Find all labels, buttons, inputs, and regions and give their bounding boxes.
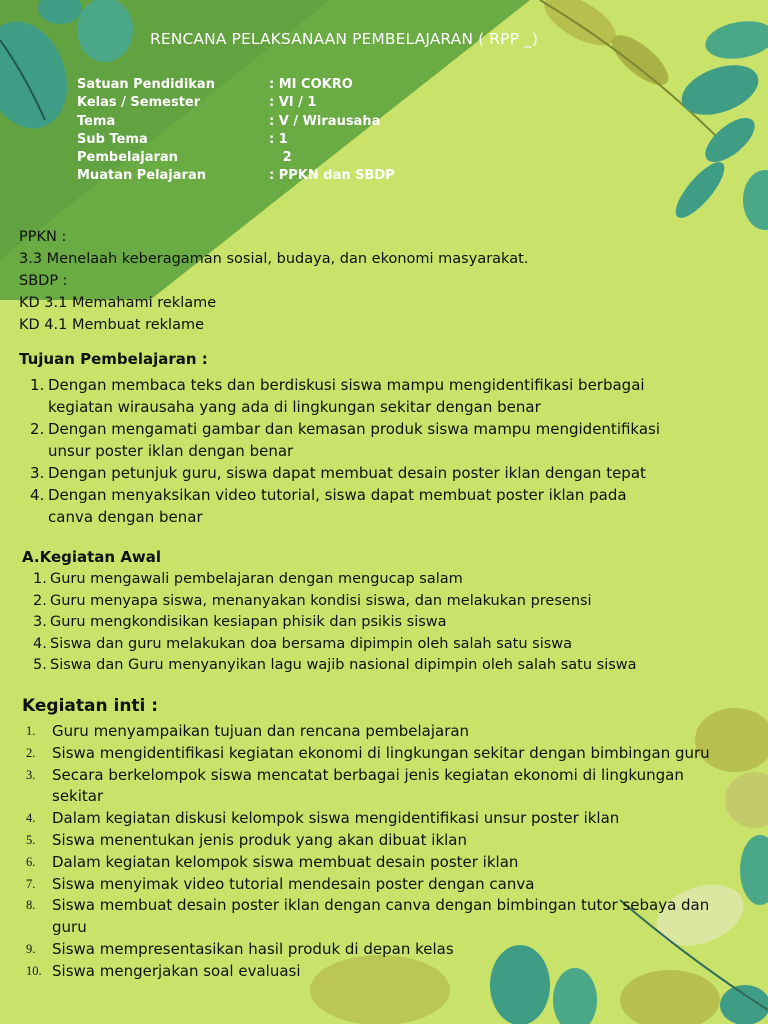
item-text: Secara berkelompok siswa mencatat berbagai jenis kegiatan ekonomi di lingkungan: [52, 765, 684, 784]
kd-line: KD 3.1 Memahami reklame: [19, 295, 217, 311]
page-title: RENCANA PELAKSANAAN PEMBELAJARAN ( RPP _): [150, 30, 539, 48]
item-number: 8.: [26, 898, 36, 913]
item-number: 10.: [26, 963, 42, 978]
identity-value: : MI COKRO: [269, 77, 353, 92]
list-item: [0, 743, 740, 765]
kd-line: PPKN :: [19, 229, 67, 245]
item-number: 5.: [26, 832, 36, 847]
item-number: 4.: [26, 811, 36, 826]
item-number: 3.: [30, 464, 45, 482]
list-item: [0, 418, 740, 462]
item-text: guru: [52, 918, 87, 937]
item-text: canva dengan benar: [48, 508, 203, 526]
list-item: [0, 765, 740, 809]
item-text: Siswa mempresentasikan hasil produk di depan kelas: [52, 939, 454, 958]
item-text: Dengan petunjuk guru, siswa dapat membuat desain poster iklan dengan tepat: [48, 464, 646, 482]
item-number: 6.: [26, 854, 36, 869]
item-text: Siswa mengidentifikasi kegiatan ekonomi di lingkungan sekitar dengan bimbingan guru: [52, 743, 710, 762]
item-number: 2.: [33, 592, 47, 609]
list-item: [0, 721, 740, 743]
list-item: [0, 939, 740, 961]
item-number: 1.: [33, 571, 47, 587]
item-number: 7.: [26, 876, 36, 891]
item-text: Dalam kegiatan kelompok siswa membuat desain poster iklan: [52, 852, 519, 871]
list-item: [0, 808, 740, 830]
item-number: 2.: [26, 745, 36, 760]
identity-label: Tema: [77, 113, 116, 129]
kegiatan-inti-heading: Kegiatan inti :: [22, 696, 159, 716]
item-text: Siswa dan Guru menyanyikan lagu wajib nasional dipimpin oleh salah satu siswa: [50, 657, 637, 673]
identity-value: : 1: [269, 131, 288, 147]
identity-label: Satuan Pendidikan: [77, 77, 215, 92]
identity-value: : VI / 1: [269, 95, 317, 111]
item-text: Siswa menyimak video tutorial mendesain poster dengan canva: [52, 874, 535, 893]
list-item: [0, 612, 760, 634]
item-text: Guru mengawali pembelajaran dengan mengucap salam: [50, 571, 463, 587]
item-text: Siswa menentukan jenis produk yang akan dibuat iklan: [52, 830, 467, 849]
item-text: Siswa membuat desain poster iklan dengan canva dengan bimbingan tutor sebaya dan: [52, 896, 710, 915]
list-item: [0, 591, 760, 613]
item-text: Dengan mengamati gambar dan kemasan produk siswa mampu mengidentifikasi: [48, 420, 661, 438]
kegiatan-awal-heading: A.Kegiatan Awal: [22, 548, 162, 566]
identity-value: 2: [269, 150, 292, 166]
item-text: Dengan menyaksikan video tutorial, siswa dapat membuat poster iklan pada: [48, 486, 627, 504]
item-text: unsur poster iklan dengan benar: [48, 442, 294, 460]
list-item: [0, 569, 760, 591]
identity-label: Pembelajaran: [77, 150, 178, 166]
item-number: 1.: [30, 376, 45, 394]
item-text: sekitar: [52, 787, 104, 806]
tujuan-list: [0, 374, 740, 528]
item-text: kegiatan wirausaha yang ada di lingkungan sekitar dengan benar: [48, 398, 541, 416]
item-text: Dalam kegiatan diskusi kelompok siswa mengidentifikasi unsur poster iklan: [52, 809, 620, 828]
kompetensi-dasar: [19, 226, 528, 336]
item-number: 1.: [26, 724, 36, 738]
item-text: Guru menyampaikan tujuan dan rencana pembelajaran: [52, 722, 470, 740]
list-item: [0, 852, 740, 874]
item-text: Guru menyapa siswa, menanyakan kondisi siswa, dan melakukan presensi: [50, 592, 592, 609]
list-item: [0, 874, 740, 896]
item-text: Siswa mengerjakan soal evaluasi: [52, 961, 301, 980]
list-item: [0, 830, 740, 852]
identity-label: Sub Tema: [77, 131, 148, 147]
list-item: [0, 634, 760, 656]
item-text: Siswa dan guru melakukan doa bersama dipimpin oleh salah satu siswa: [50, 635, 573, 652]
identity-label: Kelas / Semester: [77, 95, 201, 111]
item-number: 4.: [33, 635, 47, 652]
kd-line: KD 4.1 Membuat reklame: [19, 317, 205, 333]
kegiatan-inti-list: [0, 721, 740, 983]
list-item: [0, 895, 740, 939]
list-item: [0, 961, 740, 983]
item-text: Guru mengkondisikan kesiapan phisik dan psikis siswa: [50, 614, 447, 630]
item-number: 3.: [26, 767, 36, 782]
item-number: 5.: [33, 657, 47, 673]
item-number: 3.: [33, 614, 47, 630]
tujuan-heading: Tujuan Pembelajaran :: [19, 350, 208, 368]
identity-label: Muatan Pelajaran: [77, 168, 206, 184]
item-text: Dengan membaca teks dan berdiskusi siswa mampu mengidentifikasi berbagai: [48, 376, 645, 394]
list-item: [0, 655, 760, 677]
identity-value: : V / Wirausaha: [269, 113, 381, 129]
item-number: 4.: [30, 486, 45, 504]
item-number: 2.: [30, 420, 45, 438]
list-item: [0, 462, 740, 484]
item-number: 9.: [26, 941, 36, 956]
list-item: [0, 374, 740, 418]
list-item: [0, 484, 740, 528]
identity-value: : PPKN dan SBDP: [269, 168, 395, 184]
kegiatan-awal-list: [0, 569, 760, 677]
kd-line: 3.3 Menelaah keberagaman sosial, budaya, dan ekonomi masyarakat.: [19, 251, 529, 267]
kd-line: SBDP :: [19, 273, 68, 289]
